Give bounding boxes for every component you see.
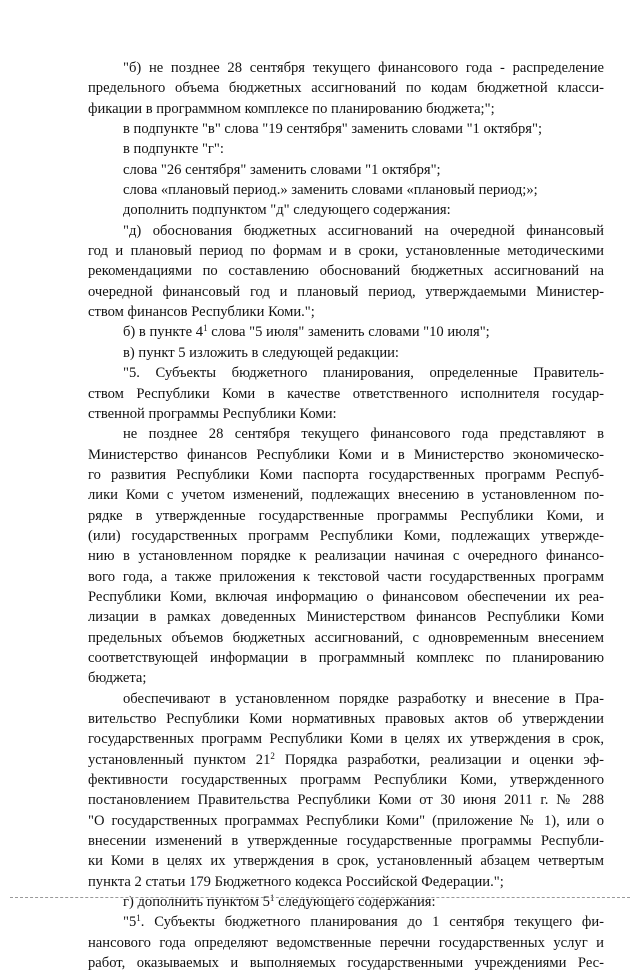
text-line: предельного объема бюджетных ассигнований по кодам бюджетной класси-	[88, 80, 604, 97]
text-fragment: б) в пункте 4	[123, 324, 204, 341]
text-line: соответствующей информации в программный комплекс по планированию	[88, 649, 604, 666]
text-fragment: слова "5 июля" заменить словами "10 июля";	[207, 324, 490, 341]
text-line	[88, 912, 604, 932]
text-line: "О государственных программах Республики Коми" (приложение № 1), или о	[88, 812, 604, 829]
text-line: постановлением Правительства Республики Коми от 30 июня 2011 г. № 288	[88, 792, 604, 809]
text-line: год и плановый период по формам и в сроки, установленные методическими	[88, 243, 604, 260]
superscript: 1	[269, 893, 275, 904]
text-line: лики Коми с учетом изменений, подлежащих внесению в установленном по-	[88, 487, 604, 504]
text-line: Министерство финансов Республики Коми и в Министерство экономическо-	[88, 446, 604, 463]
text-line: государственных программ Республики Коми в целях их утверждения в срок,	[88, 731, 604, 748]
text-line	[88, 750, 604, 770]
text-line: нансового года определяют ведомственные перечни государственных услуг и	[88, 934, 604, 951]
text-line: дополнить подпунктом "д" следующего содержания:	[123, 202, 451, 219]
text-line: пункта 2 статьи 179 Бюджетного кодекса Российской Федерации.";	[88, 873, 504, 890]
text-line: в) пункт 5 изложить в следующей редакции:	[123, 344, 399, 361]
document-page	[88, 58, 604, 973]
text-line: очередной финансовый год и плановый период, утверждаемыми Министер-	[88, 283, 604, 300]
text-line: рекомендациями по составлению обоснований бюджетных ассигнований на	[88, 263, 604, 280]
text-fragment: установленный пунктом 21	[88, 751, 271, 768]
text-line: слова "26 сентября" заменить словами "1 октября";	[123, 161, 441, 178]
text-line: нию в установленном порядке к реализации начиная с очередного финансо-	[88, 548, 604, 565]
superscript: 1	[203, 323, 208, 334]
text-line: ки Коми в целях их утверждения в срок, установленный абзацем четвертым	[88, 853, 604, 870]
text-line: ством Республики Коми в качестве ответственного исполнителя государ-	[88, 385, 604, 402]
text-line: бюджета;	[88, 670, 147, 687]
text-line: не позднее 28 сентября текущего финансового года представляют в	[123, 426, 604, 443]
text-line: "5. Субъекты бюджетного планирования, определенные Правитель-	[123, 365, 604, 382]
text-line: Республики Коми, включая информацию о финансовом обеспечении их реа-	[88, 588, 604, 605]
text-line: внесении изменений в утвержденные государственные программы Республи-	[88, 833, 604, 850]
text-line: в подпункте "в" слова "19 сентября" заменить словами "1 октября";	[123, 121, 543, 138]
text-fragment: следующего содержания:	[274, 894, 436, 911]
text-fragment: Порядка разработки, реализации и оценки эф-	[274, 751, 604, 768]
text-fragment: "5	[123, 914, 137, 931]
superscript: 1	[136, 913, 141, 924]
text-line: лизации в рамках доведенных Министерством финансов Республики Коми	[88, 609, 604, 626]
text-line: ством финансов Республики Коми.";	[88, 304, 315, 321]
text-line: слова «плановый период.» заменить словами «плановый период;»;	[123, 182, 538, 199]
superscript: 2	[270, 750, 275, 761]
text-line: го развития Республики Коми паспорта государственных программ Респуб-	[88, 466, 604, 483]
text-line	[88, 322, 604, 342]
text-line: "д) обоснования бюджетных ассигнований на очередной финансовый	[123, 222, 604, 239]
text-line: рядке в утвержденные государственные программы Республики Коми, и	[88, 507, 604, 524]
text-line: "б) не позднее 28 сентября текущего финансового года - распределение	[123, 60, 604, 76]
text-line: фективности государственных программ Республики Коми, утвержденного	[88, 772, 604, 789]
text-line: обеспечивают в установленном порядке разработку и внесение в Пра-	[123, 690, 604, 707]
text-line: предельных объемов бюджетных ассигнований, с одновременным внесением	[88, 629, 604, 646]
text-line	[88, 892, 604, 912]
text-line: в подпункте "г":	[123, 141, 224, 158]
text-line: вительство Республики Коми нормативных правовых актов об утверждении	[88, 711, 604, 727]
text-line: ственной программы Республики Коми:	[88, 405, 337, 422]
page-bottom-rule	[10, 897, 630, 898]
text-fragment: г) дополнить пунктом 5	[123, 894, 270, 911]
text-fragment: . Субъекты бюджетного планирования до 1 сентября текущего фи-	[140, 914, 604, 931]
text-line: (или) государственных программ Республики Коми, подлежащих утвержде-	[88, 527, 604, 544]
text-line: вого года, а также приложения к текстовой части государственных программ	[88, 568, 604, 585]
text-line: фикации в программном комплексе по планированию бюджета;";	[88, 100, 495, 117]
text-line: работ, оказываемых и выполняемых государственными учреждениями Рес-	[88, 955, 604, 972]
